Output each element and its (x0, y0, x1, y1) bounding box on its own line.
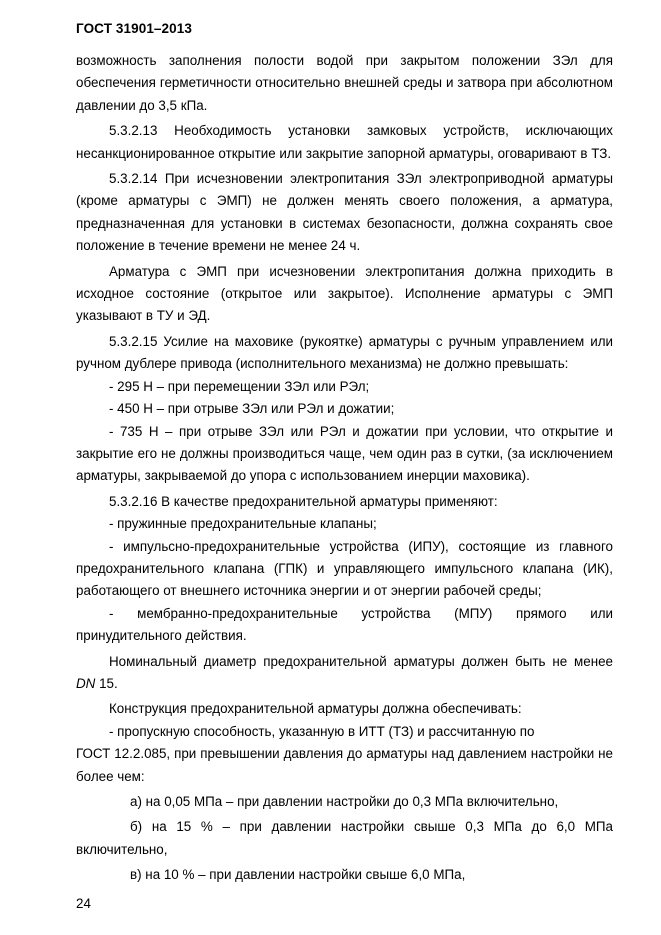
list-item-450: - 450 Н – при отрыве ЗЭл или РЭл и дожатии; (109, 401, 395, 417)
list-item-ipu: - импульсно-предохранительные устройства (ИПУ), состоящие из главного предохранительного клапана (ГПК) и управляющего импульсного клапана (ИК), работающего от внешнего источника энергии и от энергии рабочей среды; (76, 538, 613, 599)
paragraph-gost-reference: ГОСТ 12.2.085, при превышении давления до арматуры над давлением настройки не более чем: (76, 746, 613, 784)
list-item-a: а) на 0,05 МПа – при давлении настройки до 0,3 МПа включительно, (130, 794, 559, 809)
list-item-295: - 295 Н – при перемещении ЗЭл или РЭл; (109, 378, 370, 394)
list-item-735: - 735 Н – при отрыве ЗЭл или РЭл и дожатии при условии, что открытие и закрытие его не должны производиться чаще, чем один раз в сутки, (за исключением арматуры, закрываемой до упора с использованием инерции маховика). (76, 423, 613, 484)
list-item-capacity: - пропускную способность, указанную в ИТТ (ТЗ) и рассчитанную по (109, 723, 535, 739)
list-item-b: б) на 15 % – при давлении настройки свыше 0,3 МПа до 6,0 МПа включительно, (76, 819, 613, 857)
dn-symbol: DN (76, 675, 96, 691)
list-item-v: в) на 10 % – при давлении настройки свыше 6,0 МПа, (130, 867, 466, 883)
nominal-diameter-text: Номинальный диаметр предохранительной арматуры должен быть не менее (109, 653, 613, 669)
document-body (76, 50, 613, 887)
paragraph-5-3-2-13: 5.3.2.13 Необходимость установки замковых устройств, исключающих несанкционированное открытие или закрытие запорной арматуры, оговаривают в ТЗ. (76, 123, 613, 161)
paragraph-emp-power-loss: Арматура с ЭМП при исчезновении электропитания должна приходить в исходное состояние (открытое или закрытое). Исполнение арматуры с ЭМП указывают в ТУ и ЭД. (76, 263, 613, 324)
list-item-mpu: - мембранно-предохранительные устройства (МПУ) прямого или принудительного действия. (76, 605, 613, 644)
paragraph-continuation: возможность заполнения полости водой при закрытом положении ЗЭл для обеспечения герметичности относительно внешней среды и затвора при абсолютном давлении до 3,5 кПа. (76, 53, 613, 113)
paragraph-5-3-2-14: 5.3.2.14 При исчезновении электропитания ЗЭл электроприводной арматуры (кроме арматуры с ЭМП) не должен менять своего положения, а арматура, предназначенная для установки в системах безопасности, должна сохранять свое положение в течение времени не менее 24 ч. (76, 171, 613, 254)
paragraph-5-3-2-16: 5.3.2.16 В качестве предохранительной арматуры применяют: (109, 493, 498, 509)
page-number: 24 (76, 896, 91, 911)
paragraph-nominal-diameter (76, 651, 613, 696)
dn-value: 15. (95, 675, 118, 691)
paragraph-construction: Конструкция предохранительной арматуры должна обеспечивать: (109, 701, 522, 717)
paragraph-5-3-2-15: 5.3.2.15 Усилие на маховике (рукоятке) арматуры с ручным управлением или ручном дублере привода (исполнительного механизма) не должно превышать: (76, 333, 613, 372)
list-item-spring-valves: - пружинные предохранительные клапаны; (109, 516, 377, 532)
document-header: ГОСТ 31901–2013 (76, 21, 192, 36)
